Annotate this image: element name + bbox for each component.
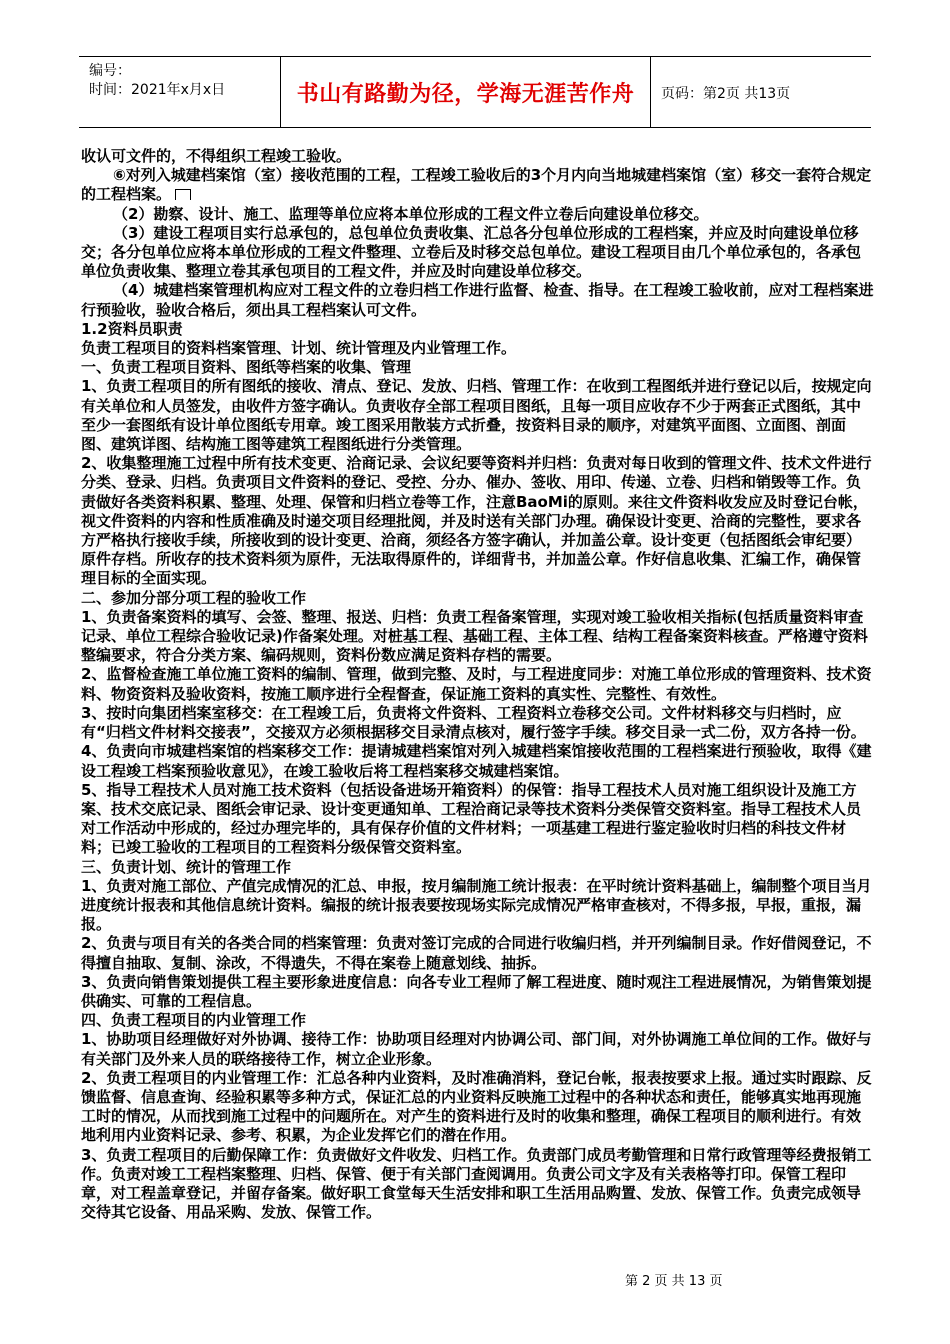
header-motto-cell <box>281 57 651 127</box>
body-paragraph: 4、负责向市城建档案馆的档案移交工作：提请城建档案馆对列入城建档案馆接收范围的工程档案进行预验收，取得《建设工程竣工档案预验收意见》，在竣工验收后将工程档案移交城建档案馆。 <box>81 742 872 780</box>
body-paragraph: 负责工程项目的资料档案管理、计划、统计管理及内业管理工作。 <box>81 339 517 358</box>
header-left-cell <box>79 57 281 127</box>
header-table <box>79 56 871 128</box>
body-paragraph: 一、负责工程项目资料、图纸等档案的收集、管理 <box>81 358 412 377</box>
body-paragraph: 1.2资料员职责 <box>81 319 183 338</box>
body-paragraph: （3）建设工程项目实行总承包的，总包单位负责收集、汇总各分包单位形成的工程档案，并应及时向建设单位移交；各分包单位应将本单位形成的工程文件整理、立卷后及时移交总包单位。建设工程项目由几个单位承包的，各承包单位负责收集、整理立卷其承包项目的工程文件，并应及时向建设单位移交。 <box>81 223 862 281</box>
body-paragraph: 四、负责工程项目的内业管理工作 <box>81 1011 307 1030</box>
body-paragraph: 2、负责工程项目的内业管理工作：汇总各种内业资料，及时准确消料，登记台帐，报表按要求上报。通过实时跟踪、反馈监督、信息查询、经验积累等多种方式，保证汇总的内业资料反映施工过程中的各种状态和责任，能够真实地再现施工时的情况，从而找到施工过程中的问题所在。对产生的资料进行及时的收集和整理，确保工程项目的顺利进行。有效地利用内业资料记录、参考、积累，为企业发挥它们的潜在作用。 <box>81 1068 872 1145</box>
header-page-cell <box>651 57 871 127</box>
body-paragraph: 1、负责工程项目的所有图纸的接收、清点、登记、发放、归档、管理工作：在收到工程图纸并进行登记以后，按规定向有关单位和人员签发，由收件方签字确认。负责收存全部工程项目图纸，且每一项目应收存不少于两套正式图纸，其中至少一套图纸有设计单位图纸专用章。竣工图采用散装方式折叠，按资料目录的顺序，对建筑平面图、立面图、剖面图、建筑详图、结构施工图等建筑工程图纸进行分类管理。 <box>81 377 872 454</box>
body-paragraph: 5、指导工程技术人员对施工技术资料（包括设备进场开箱资料）的保管：指导工程技术人员对施工组织设计及施工方案、技术交底记录、图纸会审记录、设计变更通知单、工程洽商记录等技术资料分类保管交资料室。指导工程技术人员对工作活动中形成的，经过办理完毕的，具有保存价值的文件材料；一项基建工程进行鉴定验收时归档的科技文件材料；已竣工验收的工程项目的工程资料分级保管交资料室。 <box>81 780 862 857</box>
edit-mark-icon <box>175 189 191 200</box>
body-paragraph: 收认可文件的，不得组织工程竣工验收。 <box>81 147 352 165</box>
header-page-info: 页码：第2页 共13页 <box>661 86 791 102</box>
page-footer: 第 2 页 共 13 页 <box>625 1274 723 1289</box>
body-paragraph: 1、协助项目经理做好对外协调、接待工作：协助项目经理对内协调公司、部门间，对外协调施工单位间的工作。做好与有关部门及外来人员的联络接待工作，树立企业形象。 <box>81 1030 872 1068</box>
body-paragraph: 三、负责计划、统计的管理工作 <box>81 857 292 876</box>
header-motto: 书山有路勤为径，学海无涯苦作舟 <box>296 82 635 107</box>
body-paragraph: 二、参加分部分项工程的验收工作 <box>81 588 307 607</box>
body-paragraph: 3、按时向集团档案室移交：在工程竣工后，负责将文件资料、工程资料立卷移交公司。文件材料移交与归档时，应有“归档文件材料交接表”，交接双方必须根据移交目录清点核对，履行签字手续。移交目录一式二份，双方各持一份。 <box>81 703 866 742</box>
body-paragraph: 2、负责与项目有关的各类合同的档案管理：负责对签订完成的合同进行收编归档，并开列编制目录。作好借阅登记，不得擅自抽取、复制、涂改，不得遗失，不得在案卷上随意划线、抽拆。 <box>81 934 872 972</box>
body-paragraph: 2、监督检查施工单位施工资料的编制、管理，做到完整、及时，与工程进度同步：对施工单位形成的管理资料、技术资料、物资资料及验收资料，按施工顺序进行全程督查，保证施工资料的真实性、完整性、有效性。 <box>81 665 872 703</box>
document-body <box>81 147 875 1222</box>
document-time-label: 时间：2021年x月x日 <box>89 82 226 98</box>
body-paragraph: 2、收集整理施工过程中所有技术变更、洽商记录、会议纪要等资料并归档：负责对每日收到的管理文件、技术文件进行分类、登录、归档。负责项目文件资料的登记、受控、分办、催办、签收、用印、传递、立卷、归档和销毁等工作。负责做好各类资料积累、整理、处理、保管和归档立卷等工作，注意BaoMi的原则。来往文件资料收发应及时登记台帐，视文件资料的内容和性质准确及时递交项目经理批阅，并及时送有关部门办理。确保设计变更、洽商的完整性，要求各方严格执行接收手续，所接收到的设计变更、洽商，须经各方签字确认，并加盖公章。设计变更（包括图纸会审纪要）原件存档。所收存的技术资料须为原件，无法取得原件的，详细背书，并加盖公章。作好信息收集、汇编工作，确保管理目标的全面实现。 <box>81 454 872 588</box>
body-paragraph: 3、负责工程项目的后勤保障工作：负责做好文件收发、归档工作。负责部门成员考勤管理和日常行政管理等经费报销工作。负责对竣工工程档案整理、归档、保管、便于有关部门查阅调用。负责公司文字及有关表格等打印。保管工程印章，对工程盖章登记，并留存备案。做好职工食堂每天生活安排和职工生活用品购置、发放、保管工作。负责完成领导交待其它设备、用品采购、发放、保管工作。 <box>81 1145 872 1222</box>
body-paragraph: ⑥对列入城建档案馆（室）接收范围的工程，工程竣工验收后的3个月内向当地城建档案馆（室）移交一套符合规定的工程档案。 <box>81 166 872 204</box>
body-paragraph: 3、负责向销售策划提供工程主要形象进度信息：向各专业工程师了解工程进度、随时观注工程进展情况，为销售策划提供确实、可靠的工程信息。 <box>81 972 872 1010</box>
body-paragraph: 1、负责对施工部位、产值完成情况的汇总、申报，按月编制施工统计报表：在平时统计资料基础上，编制整个项目当月进度统计报表和其他信息统计资料。编报的统计报表要按现场实际完成情况严格审查核对，不得多报，早报，重报，漏报。 <box>81 876 872 934</box>
body-paragraph: （2）勘察、设计、施工、监理等单位应将本单位形成的工程文件立卷后向建设单位移交。 <box>113 204 709 223</box>
document-number-label: 编号： <box>89 63 131 79</box>
body-paragraph: 1、负责备案资料的填写、会签、整理、报送、归档：负责工程备案管理，实现对竣工验收相关指标(包括质量资料审查记录、单位工程综合验收记录)作备案处理。对桩基工程、基础工程、主体工程、结构工程备案资料核查。严格遵守资料整编要求，符合分类方案、编码规则，资料份数应满足资料存档的需要。 <box>81 607 868 665</box>
body-paragraph: （4）城建档案管理机构应对工程文件的立卷归档工作进行监督、检查、指导。在工程竣工验收前，应对工程档案进行预验收，验收合格后，须出具工程档案认可文件。 <box>81 281 874 319</box>
